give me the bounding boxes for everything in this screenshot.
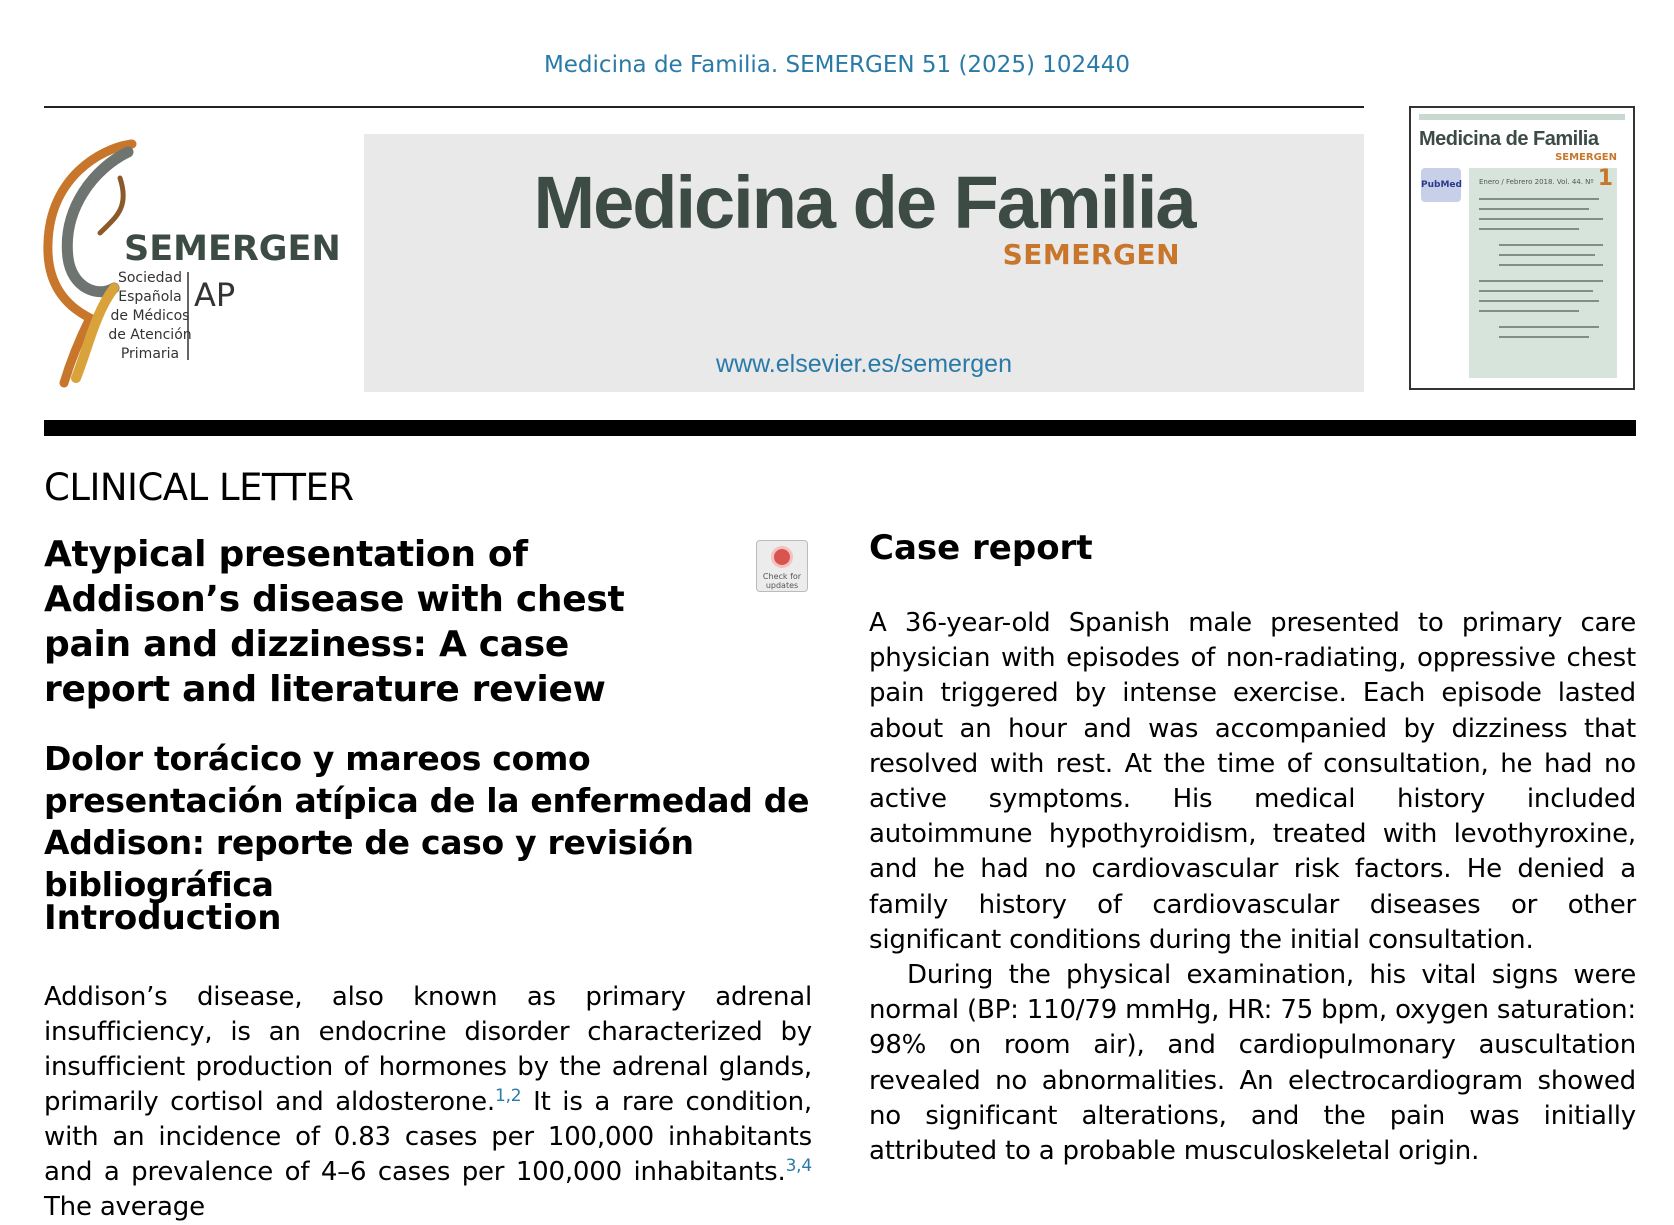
case-report-heading: Case report	[869, 528, 1093, 568]
logo-society-line: Española	[118, 289, 182, 305]
header-rule	[44, 106, 1364, 108]
citation-link[interactable]: 1,2	[494, 1086, 522, 1106]
semergen-logo	[40, 138, 340, 388]
logo-society-line: Sociedad	[117, 270, 183, 286]
journal-reference[interactable]: Medicina de Familia. SEMERGEN 51 (2025) 102440	[543, 52, 1131, 78]
article-title: Atypical presentation of Addison’s disease with chest pain and dizziness: A case report and literature review	[44, 534, 625, 710]
check-for-updates-button[interactable]	[756, 540, 808, 592]
logo-society-line: de Médicos	[110, 308, 190, 324]
logo-suffix: AP	[194, 276, 236, 314]
header-thick-rule	[44, 420, 1636, 436]
logo-society-line: de Atención	[108, 327, 192, 343]
banner-url[interactable]: www.elsevier.es/semergen	[716, 350, 1012, 378]
cover-issue: Enero / Febrero 2018. Vol. 44. Nº	[1479, 178, 1594, 186]
logo-name: SEMERGEN	[124, 229, 340, 269]
case-report-paragraph: During the physical examination, his vital signs were normal (BP: 110/79 mmHg, HR: 75 bpm, oxygen saturation: 98% on room air), and cardiopulmonary auscultation revealed no abnormalities. An electrocardiogram showed no significant alterations, and the pain was initially attributed to a probable musculoskeletal origin.	[869, 960, 1636, 1167]
cover-title: Medicina de Familia	[1419, 128, 1599, 150]
journal-cover-thumbnail[interactable]	[1409, 106, 1635, 390]
cover-pubmed-badge: PubMed	[1421, 168, 1461, 202]
introduction-paragraph: Addison’s disease, also known as primary adrenal insufficiency, is an endocrine disorder characterized by insufficient production of hormones by the adrenal glands, primarily cortisol and aldosterone.$^{1,2}$ It is a rare condition, with an incidence of 0.83 cases per 100,000 inhabitants and a prevalence of 4–6 cases per 100,000 inhabitants.$^{3,4}$ The average	[44, 982, 812, 1222]
cover-subtitle: SEMERGEN	[1555, 152, 1617, 163]
case-report-paragraph: A 36-year-old Spanish male presented to primary care physician with episodes of non-radiating, oppressive chest pain triggered by intense exercise. Each episode lasted about an hour and was accompanied by dizziness that resolved with rest. At the time of consultation, he had no active symptoms. His medical history included autoimmune hypothyroidism, treated with levothyroxine, and he had no cardiovascular risk factors. He denied a family history of cardiovascular diseases or other significant conditions during the initial consultation.	[869, 608, 1636, 955]
introduction-body	[44, 980, 812, 1225]
logo-society-line: Primaria	[120, 346, 180, 362]
cover-header-strip	[1419, 114, 1625, 120]
journal-banner	[364, 134, 1364, 392]
cover-contents-panel	[1469, 168, 1617, 378]
banner-subtitle: SEMERGEN	[1002, 238, 1180, 271]
check-for-updates-label: Check for updates	[762, 572, 802, 590]
case-report-body	[869, 606, 1636, 1169]
banner-title: Medicina de Familia	[533, 161, 1195, 244]
introduction-heading: Introduction	[44, 898, 282, 938]
section-label: CLINICAL LETTER	[44, 466, 354, 509]
bookmark-icon	[771, 546, 793, 568]
article-alt-title: Dolor torácico y mareos como presentación atípica de la enfermedad de Addison: reporte de caso y revisión bibliográfica	[44, 739, 810, 904]
citation-link[interactable]: 3,4	[785, 1156, 812, 1176]
cover-issue-number: 1	[1597, 166, 1613, 191]
